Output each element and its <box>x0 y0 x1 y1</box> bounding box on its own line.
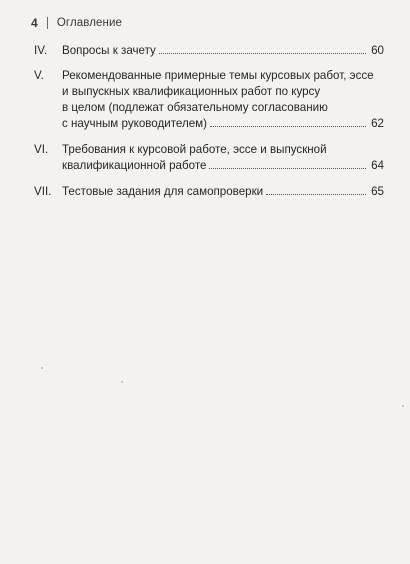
toc-entry-v[interactable] <box>34 68 384 132</box>
toc-entry-vi[interactable] <box>34 142 384 174</box>
paper-speck <box>41 367 43 369</box>
toc-entry-body <box>62 184 384 200</box>
toc-entry-number: VI. <box>34 143 49 156</box>
toc-entry-title-line: в целом (подлежат обязательному согласованию <box>62 101 328 114</box>
toc-entry-page: 62 <box>371 117 384 130</box>
toc-entry-number: VII. <box>34 185 52 198</box>
paper-speck <box>402 405 404 407</box>
toc-entry-iv[interactable] <box>34 43 384 59</box>
toc-entry-page: 65 <box>371 185 384 198</box>
dot-leader <box>210 116 366 127</box>
toc-entry-title-line: Тестовые задания для самопроверки <box>62 185 264 198</box>
toc-entry-number: IV. <box>34 44 48 57</box>
toc-entry-title-line: Требования к курсовой работе, эссе и выпускной <box>62 143 327 156</box>
toc-entry-body <box>62 142 384 174</box>
running-head-title: Оглавление <box>56 17 122 29</box>
toc-entry-title-line: с научным руководителем) <box>62 117 208 130</box>
toc-entry-title-line: Вопросы к зачету <box>62 44 156 57</box>
toc-entry-number: V. <box>34 69 44 82</box>
toc-entry-page: 64 <box>371 159 384 172</box>
dot-leader <box>266 184 366 195</box>
toc-entry-vii[interactable] <box>34 184 384 200</box>
dot-leader <box>209 158 366 169</box>
dot-leader <box>159 43 366 54</box>
toc-entry-body <box>62 43 384 59</box>
toc-entry-last-line <box>62 158 384 174</box>
toc-entry-body <box>62 68 384 132</box>
paper-speck <box>121 381 123 383</box>
page-number: 4 <box>31 16 38 30</box>
table-of-contents <box>34 43 384 210</box>
toc-entry-title-line: Рекомендованные примерные темы курсовых работ, эссе <box>62 69 374 82</box>
toc-entry-page: 60 <box>371 44 384 57</box>
toc-entry-title-line: квалификационной работе <box>62 159 207 172</box>
toc-entry-last-line <box>62 43 384 59</box>
running-head <box>31 16 122 30</box>
toc-entry-title-line: и выпускных квалификационных работ по курсу <box>62 85 321 98</box>
header-separator <box>47 17 48 29</box>
toc-entry-last-line <box>62 184 384 200</box>
toc-entry-last-line <box>62 116 384 132</box>
